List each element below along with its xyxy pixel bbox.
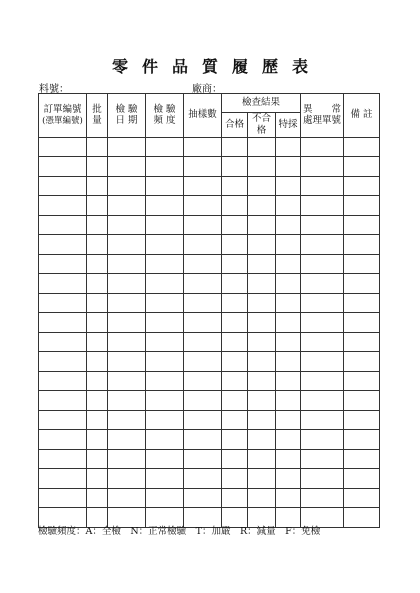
- header-inspection-result: 檢查結果: [222, 94, 301, 113]
- table-cell[interactable]: [248, 274, 276, 294]
- table-cell[interactable]: [276, 488, 301, 508]
- table-cell[interactable]: [344, 176, 380, 196]
- table-cell[interactable]: [276, 196, 301, 216]
- header-inspect-date: 檢 驗 日 期: [108, 94, 146, 138]
- table-cell[interactable]: [222, 254, 248, 274]
- table-cell[interactable]: [39, 293, 87, 313]
- table-cell[interactable]: [248, 371, 276, 391]
- table-cell[interactable]: [248, 215, 276, 235]
- table-cell[interactable]: [222, 391, 248, 411]
- table-cell[interactable]: [184, 488, 222, 508]
- table-cell[interactable]: [146, 449, 184, 469]
- table-cell[interactable]: [248, 313, 276, 333]
- table-cell[interactable]: [344, 235, 380, 255]
- table-row: [39, 488, 380, 508]
- vendor-label: 廠商：: [192, 84, 222, 95]
- table-row: [39, 176, 380, 196]
- header-fail: 不合格: [248, 113, 276, 138]
- table-cell[interactable]: [87, 430, 108, 450]
- table-cell[interactable]: [222, 235, 248, 255]
- form-title: 零件品質履歷表: [111, 57, 322, 76]
- table-cell[interactable]: [146, 293, 184, 313]
- table-cell[interactable]: [39, 254, 87, 274]
- table-cell[interactable]: [108, 488, 146, 508]
- table-cell[interactable]: [108, 449, 146, 469]
- table-cell[interactable]: [108, 274, 146, 294]
- table-cell[interactable]: [301, 176, 344, 196]
- table-cell[interactable]: [87, 488, 108, 508]
- table-cell[interactable]: [39, 469, 87, 489]
- table-row: [39, 410, 380, 430]
- table-cell[interactable]: [248, 332, 276, 352]
- header-batch: 批 量: [87, 94, 108, 138]
- table-cell[interactable]: [276, 293, 301, 313]
- table-cell[interactable]: [39, 332, 87, 352]
- table-cell[interactable]: [146, 371, 184, 391]
- table-cell[interactable]: [248, 449, 276, 469]
- table-row: [39, 215, 380, 235]
- table-cell[interactable]: [344, 313, 380, 333]
- table-cell[interactable]: [108, 430, 146, 450]
- table-cell[interactable]: [344, 488, 380, 508]
- table-cell[interactable]: [87, 215, 108, 235]
- table-cell[interactable]: [301, 430, 344, 450]
- table-cell[interactable]: [301, 313, 344, 333]
- table-row: [39, 391, 380, 411]
- table-cell[interactable]: [184, 313, 222, 333]
- table-row: [39, 332, 380, 352]
- table-cell[interactable]: [184, 157, 222, 177]
- table-cell[interactable]: [87, 157, 108, 177]
- table-cell[interactable]: [276, 332, 301, 352]
- table-cell[interactable]: [87, 196, 108, 216]
- table-cell[interactable]: [184, 332, 222, 352]
- table-cell[interactable]: [108, 293, 146, 313]
- table-cell[interactable]: [39, 352, 87, 372]
- table-row: [39, 430, 380, 450]
- table-cell[interactable]: [146, 274, 184, 294]
- table-cell[interactable]: [276, 430, 301, 450]
- table-cell[interactable]: [248, 176, 276, 196]
- table-cell[interactable]: [146, 488, 184, 508]
- table-cell[interactable]: [108, 196, 146, 216]
- table-cell[interactable]: [87, 449, 108, 469]
- header-remarks: 備 註: [344, 94, 380, 138]
- table-cell[interactable]: [146, 391, 184, 411]
- table-cell[interactable]: [344, 449, 380, 469]
- table-cell[interactable]: [276, 274, 301, 294]
- table-cell[interactable]: [39, 391, 87, 411]
- table-cell[interactable]: [222, 313, 248, 333]
- table-row: [39, 235, 380, 255]
- table-cell[interactable]: [108, 215, 146, 235]
- table-cell[interactable]: [248, 137, 276, 157]
- table-cell[interactable]: [87, 469, 108, 489]
- table-cell[interactable]: [276, 410, 301, 430]
- table-cell[interactable]: [87, 293, 108, 313]
- table-cell[interactable]: [184, 371, 222, 391]
- table-row: [39, 449, 380, 469]
- part-number-label: 料號：: [39, 84, 69, 95]
- table-cell[interactable]: [344, 215, 380, 235]
- table-row: [39, 293, 380, 313]
- table-cell[interactable]: [146, 430, 184, 450]
- table-cell[interactable]: [39, 215, 87, 235]
- table-cell[interactable]: [146, 215, 184, 235]
- table-cell[interactable]: [301, 274, 344, 294]
- table-cell[interactable]: [248, 469, 276, 489]
- table-cell[interactable]: [87, 391, 108, 411]
- table-cell[interactable]: [248, 235, 276, 255]
- table-row: [39, 157, 380, 177]
- table-cell[interactable]: [301, 235, 344, 255]
- table-cell[interactable]: [108, 254, 146, 274]
- table-cell[interactable]: [301, 469, 344, 489]
- table-cell[interactable]: [276, 391, 301, 411]
- table-cell[interactable]: [222, 293, 248, 313]
- table-cell[interactable]: [222, 274, 248, 294]
- table-cell[interactable]: [344, 137, 380, 157]
- table-cell[interactable]: [344, 196, 380, 216]
- table-cell[interactable]: [184, 352, 222, 372]
- table-cell[interactable]: [146, 332, 184, 352]
- table-cell[interactable]: [39, 176, 87, 196]
- header-pass: 合格: [222, 113, 248, 138]
- table-cell[interactable]: [184, 176, 222, 196]
- table-cell[interactable]: [108, 137, 146, 157]
- table-cell[interactable]: [146, 196, 184, 216]
- table-cell[interactable]: [276, 157, 301, 177]
- table-cell[interactable]: [276, 371, 301, 391]
- table-cell[interactable]: [248, 410, 276, 430]
- table-cell[interactable]: [87, 371, 108, 391]
- table-row: [39, 196, 380, 216]
- table-cell[interactable]: [222, 215, 248, 235]
- table-cell[interactable]: [108, 352, 146, 372]
- table-row: [39, 313, 380, 333]
- table-cell[interactable]: [248, 254, 276, 274]
- table-cell[interactable]: [222, 488, 248, 508]
- table-cell[interactable]: [108, 157, 146, 177]
- table-cell[interactable]: [344, 469, 380, 489]
- table-cell[interactable]: [222, 176, 248, 196]
- table-cell[interactable]: [146, 352, 184, 372]
- table-cell[interactable]: [276, 254, 301, 274]
- table-cell[interactable]: [146, 176, 184, 196]
- table-cell[interactable]: [301, 449, 344, 469]
- table-cell[interactable]: [276, 215, 301, 235]
- table-cell[interactable]: [87, 235, 108, 255]
- table-cell[interactable]: [87, 254, 108, 274]
- table-cell[interactable]: [301, 196, 344, 216]
- table-cell[interactable]: [222, 137, 248, 157]
- table-cell[interactable]: [184, 235, 222, 255]
- table-cell[interactable]: [39, 410, 87, 430]
- table-cell[interactable]: [39, 235, 87, 255]
- table-cell[interactable]: [222, 352, 248, 372]
- table-cell[interactable]: [87, 274, 108, 294]
- table-cell[interactable]: [248, 352, 276, 372]
- table-cell[interactable]: [301, 215, 344, 235]
- table-cell[interactable]: [222, 157, 248, 177]
- table-cell[interactable]: [39, 157, 87, 177]
- table-cell[interactable]: [344, 430, 380, 450]
- table-cell[interactable]: [87, 410, 108, 430]
- table-cell[interactable]: [301, 391, 344, 411]
- table-cell[interactable]: [344, 254, 380, 274]
- table-cell[interactable]: [184, 293, 222, 313]
- table-cell[interactable]: [301, 371, 344, 391]
- table-cell[interactable]: [108, 176, 146, 196]
- table-cell[interactable]: [301, 137, 344, 157]
- table-cell[interactable]: [39, 488, 87, 508]
- table-cell[interactable]: [146, 137, 184, 157]
- table-cell[interactable]: [39, 196, 87, 216]
- header-order-no: 訂單編號 (憑單編號): [39, 94, 87, 138]
- table-cell[interactable]: [184, 137, 222, 157]
- table-cell[interactable]: [184, 410, 222, 430]
- table-cell[interactable]: [222, 469, 248, 489]
- table-cell[interactable]: [87, 176, 108, 196]
- table-cell[interactable]: [248, 196, 276, 216]
- table-cell[interactable]: [87, 137, 108, 157]
- quality-history-table: [38, 93, 380, 528]
- table-row: [39, 137, 380, 157]
- table-cell[interactable]: [344, 293, 380, 313]
- table-cell[interactable]: [146, 313, 184, 333]
- table-cell[interactable]: [39, 371, 87, 391]
- header-inspect-frequency: 檢 驗 頻 度: [146, 94, 184, 138]
- header-sample-count: 抽樣數: [184, 94, 222, 138]
- table-cell[interactable]: [344, 157, 380, 177]
- table-cell[interactable]: [344, 274, 380, 294]
- table-cell[interactable]: [39, 274, 87, 294]
- table-cell[interactable]: [344, 410, 380, 430]
- table-cell[interactable]: [248, 430, 276, 450]
- table-cell[interactable]: [184, 196, 222, 216]
- table-cell[interactable]: [222, 430, 248, 450]
- table-cell[interactable]: [276, 352, 301, 372]
- table-cell[interactable]: [87, 352, 108, 372]
- table-cell[interactable]: [146, 235, 184, 255]
- table-cell[interactable]: [276, 176, 301, 196]
- table-row: [39, 274, 380, 294]
- table-cell[interactable]: [108, 371, 146, 391]
- header-abnormal-ticket: 異 常 處理單號: [301, 94, 344, 138]
- table-cell[interactable]: [248, 157, 276, 177]
- header-row-1: [39, 94, 380, 113]
- table-cell[interactable]: [87, 332, 108, 352]
- table-row: [39, 352, 380, 372]
- table-cell[interactable]: [184, 254, 222, 274]
- table-cell[interactable]: [39, 313, 87, 333]
- table-row: [39, 254, 380, 274]
- table-cell[interactable]: [146, 410, 184, 430]
- table-cell[interactable]: [87, 313, 108, 333]
- table-cell[interactable]: [146, 254, 184, 274]
- table-row: [39, 469, 380, 489]
- table-cell[interactable]: [108, 469, 146, 489]
- table-cell[interactable]: [108, 235, 146, 255]
- table-cell[interactable]: [276, 469, 301, 489]
- table-cell[interactable]: [276, 137, 301, 157]
- table-cell[interactable]: [146, 157, 184, 177]
- table-cell[interactable]: [222, 332, 248, 352]
- table-cell[interactable]: [301, 488, 344, 508]
- frequency-legend: 檢驗頻度：A：全檢 N：正常檢驗 T：加嚴 R：減量 F：免檢: [38, 526, 321, 537]
- table-cell[interactable]: [184, 469, 222, 489]
- table-cell[interactable]: [184, 430, 222, 450]
- table-cell[interactable]: [108, 313, 146, 333]
- table-cell[interactable]: [344, 508, 380, 528]
- table-cell[interactable]: [301, 254, 344, 274]
- table-cell[interactable]: [184, 274, 222, 294]
- table-cell[interactable]: [39, 137, 87, 157]
- table-cell[interactable]: [184, 391, 222, 411]
- table-cell[interactable]: [108, 332, 146, 352]
- header-special-acceptance: 特採: [276, 113, 301, 138]
- table-row: [39, 371, 380, 391]
- table-cell[interactable]: [344, 332, 380, 352]
- table-cell[interactable]: [108, 391, 146, 411]
- table-cell[interactable]: [222, 196, 248, 216]
- table-cell[interactable]: [184, 449, 222, 469]
- table-cell[interactable]: [222, 449, 248, 469]
- table-cell[interactable]: [248, 391, 276, 411]
- table-cell[interactable]: [184, 215, 222, 235]
- table-cell[interactable]: [344, 352, 380, 372]
- table-cell[interactable]: [301, 157, 344, 177]
- table-cell[interactable]: [39, 449, 87, 469]
- table-cell[interactable]: [108, 410, 146, 430]
- table-cell[interactable]: [222, 371, 248, 391]
- table-cell[interactable]: [344, 391, 380, 411]
- table-cell[interactable]: [301, 352, 344, 372]
- table-cell[interactable]: [276, 313, 301, 333]
- table-cell[interactable]: [146, 469, 184, 489]
- table-cell[interactable]: [276, 235, 301, 255]
- table-cell[interactable]: [301, 410, 344, 430]
- table-cell[interactable]: [301, 332, 344, 352]
- table-cell[interactable]: [248, 293, 276, 313]
- table-cell[interactable]: [344, 371, 380, 391]
- table-cell[interactable]: [39, 430, 87, 450]
- table-cell[interactable]: [276, 449, 301, 469]
- table-cell[interactable]: [222, 410, 248, 430]
- table-cell[interactable]: [248, 488, 276, 508]
- table-cell[interactable]: [301, 293, 344, 313]
